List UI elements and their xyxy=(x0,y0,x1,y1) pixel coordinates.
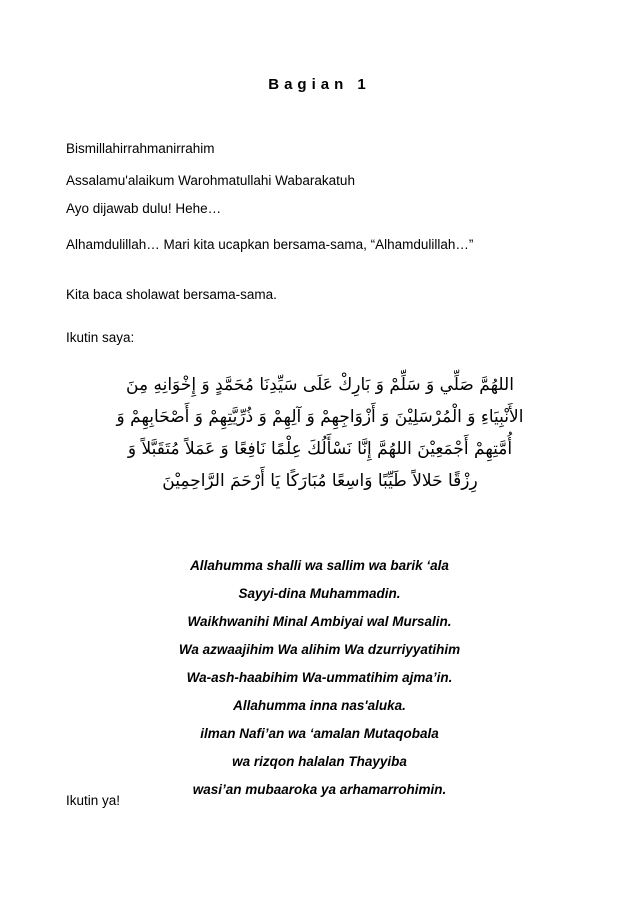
transliteration-line: Allahumma shalli wa sallim wa barik ‘ala xyxy=(190,558,449,573)
transliteration-line: wa rizqon halalan Thayyiba xyxy=(232,754,407,769)
paragraph-alhamdulillah: Alhamdulillah… Mari kita ucapkan bersama-sama, “Alhamdulillah…” xyxy=(66,237,474,252)
transliteration-line: Wa azwaajihim Wa alihim Wa dzurriyyatihim xyxy=(178,642,461,657)
paragraph-salam: Assalamu'alaikum Warohmatullahi Wabarakatuh xyxy=(66,173,355,188)
transliteration-line: wasi’an mubaaroka ya arhamarrohimin. xyxy=(192,782,447,797)
arabic-line: اللهُمَّ صَلِّي وَ سَلِّمْ وَ بَارِكْ عَلَى سَيِّدِنَا مُحَمَّدٍ وَ إِخْوَانِهِ مِنَ xyxy=(126,375,514,395)
transliteration-line: Sayyi-dina Muhammadin. xyxy=(238,586,401,601)
section-title: Bagian 1 xyxy=(268,76,371,93)
transliteration-line: Wa-ash-haabihim Wa-ummatihim ajma’in. xyxy=(186,670,453,685)
paragraph-ikutin: Ikutin saya: xyxy=(66,330,135,345)
paragraph-bismillah: Bismillahirrahmanirrahim xyxy=(66,141,215,156)
arabic-line: رِزْقًا حَلالاً طَيِّبًا وَاسِعًا مُبَارَكًا يَا أَرْحَمَ الرَّاحِمِيْنَ xyxy=(162,471,478,491)
arabic-line: الأَنْبِيَاءِ وَ الْمُرْسَلِيْنَ وَ أَزْوَاجِهِمْ وَ آلِهِمْ وَ ذُرِّيَّتِهِمْ وَ أَصْحَابِهِمْ وَ xyxy=(116,407,524,427)
paragraph-sholawat: Kita baca sholawat bersama-sama. xyxy=(66,287,277,302)
paragraph-closing: Ikutin ya! xyxy=(66,793,121,808)
transliteration-block xyxy=(0,552,639,804)
arabic-text-block xyxy=(64,369,576,497)
paragraph-jawab: Ayo dijawab dulu! Hehe… xyxy=(66,201,222,216)
transliteration-line: ilman Nafi’an wa ‘amalan Mutaqobala xyxy=(200,726,439,741)
arabic-line: أُمَّتِهِمْ أَجْمَعِيْنَ اللهُمَّ إِنَّا نَسْأَلُكَ عِلْمًا نَافِعًا وَ عَمَلاً مُتَقَبَّلاً وَ xyxy=(127,439,513,459)
transliteration-line: Allahumma inna nas'aluka. xyxy=(233,698,406,713)
transliteration-line: Waikhwanihi Minal Ambiyai wal Mursalin. xyxy=(187,614,452,629)
